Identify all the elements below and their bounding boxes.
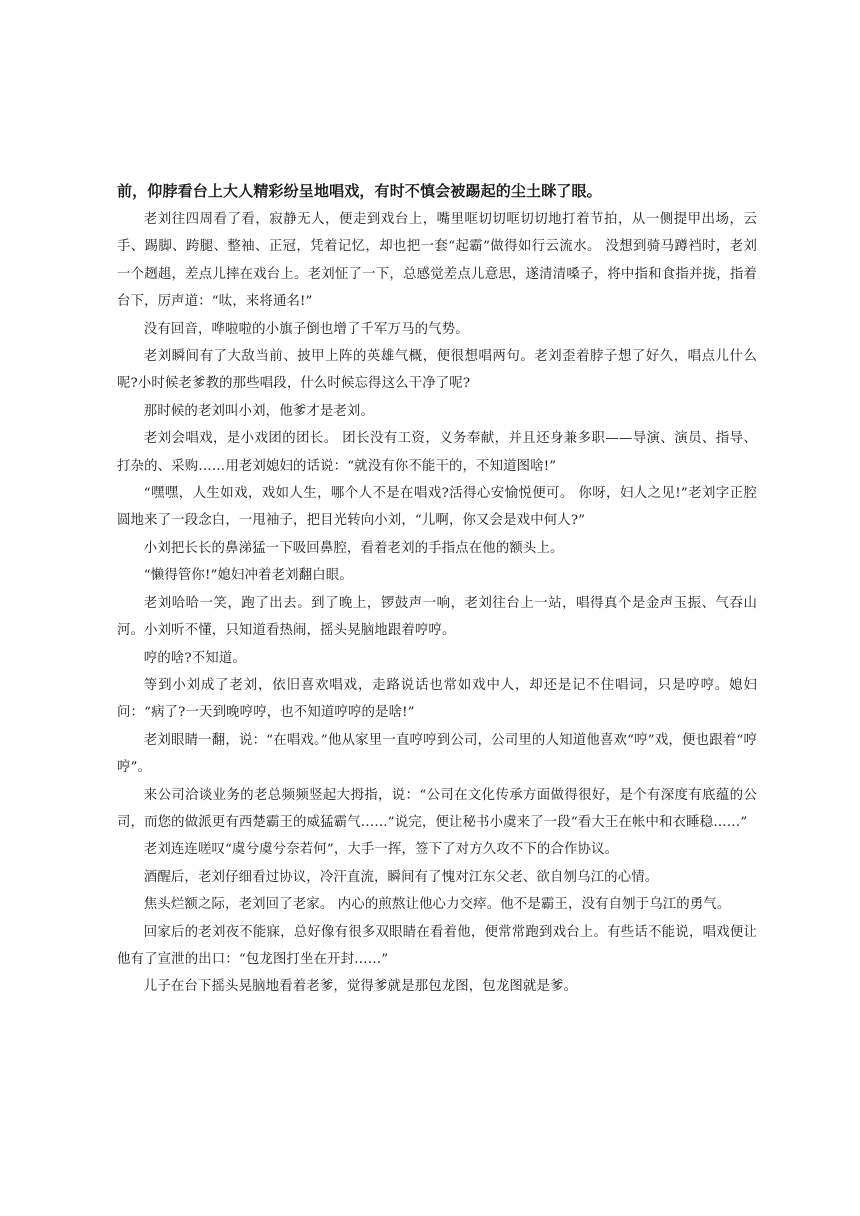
paragraph-5: 老刘会唱戏，是小戏团的团长。 团长没有工资，义务奉献，并且还身兼多职——导演、演员、指导、打杂的、采购……用老刘媳妇的话说：“就没有你不能干的，不知道图啥!” bbox=[117, 431, 757, 474]
paragraph-15: 酒醒后，老刘仔细看过协议，冷汗直流，瞬间有了愧对江东父老、欲自刎乌江的心情。 bbox=[143, 869, 659, 885]
paragraph-9: 老刘哈哈一笑，跑了出去。到了晚上，锣鼓声一响，老刘往台上一站，唱得真个是金声玉振、气吞山河。小刘听不懂，只知道看热闹，摇头晃脑地跟着哼哼。 bbox=[117, 595, 757, 639]
article-body bbox=[117, 176, 757, 1001]
paragraph-4: 那时候的老刘叫小刘，他爹才是老刘。 bbox=[143, 403, 374, 419]
paragraph-6: “嘿嘿，人生如戏，戏如人生，哪个人不是在唱戏?活得心安愉悦便可。 你呀，妇人之见!”老刘字正腔圆地来了一段念白，一甩袖子，把目光转向小刘，“儿啊，你又会是戏中何人?” bbox=[117, 486, 757, 529]
paragraph-10: 哼的啥?不知道。 bbox=[143, 650, 246, 666]
paragraph-12: 老刘眼睛一翻，说：“在唱戏。”他从家里一直哼哼到公司，公司里的人知道他喜欢“哼”戏，便也跟着“哼哼”。 bbox=[117, 732, 757, 776]
paragraph-8: “懒得管你!”媳妇冲着老刘翻白眼。 bbox=[143, 568, 353, 584]
paragraph-7: 小刘把长长的鼻涕猛一下吸回鼻腔，看着老刘的手指点在他的额头上。 bbox=[143, 540, 564, 556]
paragraph-18: 儿子在台下摇头晃脑地看着老爹，觉得爹就是那包龙图，包龙图就是爹。 bbox=[143, 979, 578, 995]
paragraph-2: 没有回音，哗啦啦的小旗子倒也增了千军万马的气势。 bbox=[143, 321, 469, 337]
paragraph-1: 老刘往四周看了看，寂静无人，便走到戏台上，嘴里哐切切哐切切地打着节拍，从一侧提甲出场，云手、踢脚、跨腿、整袖、正冠，凭着记忆，却也把一套“起霸”做得如行云流水。 没想到骑马蹲裆时，老刘一个趔趄，差点儿摔在戏台上。老刘怔了一下，总感觉差点儿意思，遂清清嗓子，将中指和食指并拢，指着台下，厉声道：“呔，来将通名!” bbox=[117, 212, 757, 310]
paragraph-13: 来公司洽谈业务的老总频频竖起大拇指，说：“公司在文化传承方面做得很好，是个有深度有底蕴的公司，而您的做派更有西楚霸王的威猛霸气……”说完，便让秘书小虞来了一段“看大王在帐中和衣睡稳……” bbox=[117, 787, 757, 830]
paragraph-0: 前，仰脖看台上大人精彩纷呈地唱戏，有时不慎会被踢起的尘土眯了眼。 bbox=[117, 182, 602, 200]
paragraph-17: 回家后的老刘夜不能寐，总好像有很多双眼睛在看着他，便常常跑到戏台上。有些话不能说，唱戏便让他有了宣泄的出口：“包龙图打坐在开封……” bbox=[117, 924, 757, 967]
paragraph-14: 老刘连连嗟叹“虞兮虞兮奈若何”，大手一挥，签下了对方久攻不下的合作协议。 bbox=[143, 842, 619, 858]
paragraph-3: 老刘瞬间有了大敌当前、披甲上阵的英雄气概，便很想唱两句。老刘歪着脖子想了好久，唱点儿什么呢?小时候老爹教的那些唱段，什么时候忘得这么干净了呢? bbox=[117, 349, 757, 392]
paragraph-11: 等到小刘成了老刘，依旧喜欢唱戏，走路说话也常如戏中人，却还是记不住唱词，只是哼哼。媳妇问：“病了?一天到晚哼哼，也不知道哼哼的是啥!” bbox=[117, 677, 757, 721]
paragraph-16: 焦头烂额之际，老刘回了老家。 内心的煎熬让他心力交瘁。他不是霸王，没有自刎于乌江的勇气。 bbox=[143, 897, 731, 913]
